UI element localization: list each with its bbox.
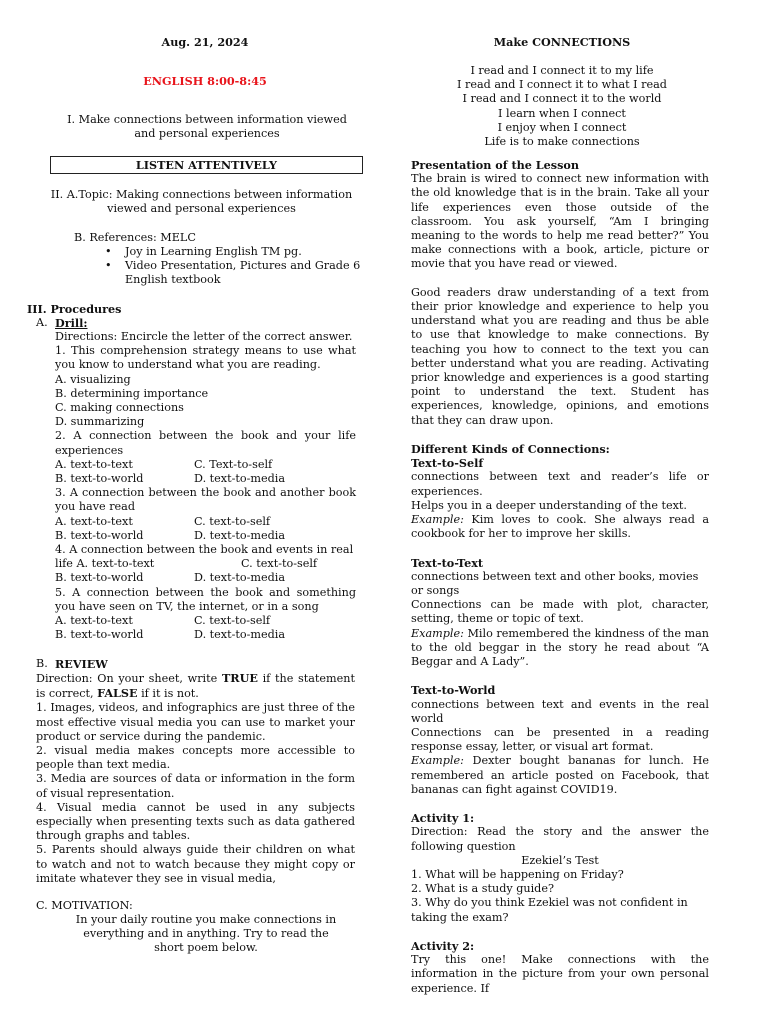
list-item: • Video Presentation, Pictures and Grade 6 English textbook [105, 259, 361, 287]
procedures-heading: III. Procedures [27, 302, 122, 316]
references-list [101, 245, 363, 288]
lesson-date: Aug. 21, 2024 [161, 35, 249, 49]
text-to-text-definition: connections between text and other books, movies or songs [411, 569, 699, 598]
q2-options-row: B. text-to-world D. text-to-media [55, 472, 286, 486]
subject-time: ENGLISH 8:00-8:45 [143, 74, 267, 88]
review-item: 4. Visual media cannot be used in any subjects especially when presenting texts such as data gathered through graphs and tables. [36, 800, 355, 843]
text-to-self-definition: connections between text and reader’s life or experiences. [411, 470, 709, 498]
topic: II. A.Topic: Making connections between information viewed and personal experiences [50, 188, 353, 216]
presentation-paragraph: The brain is wired to connect new information with the old knowledge that is in the brain. Take all your life experiences even those outside of the classroom. You ask yourself, “Am I bringing meaning to the words to help me read better?” You make connections with a book, article, picture or movie that you have read or viewed. [411, 172, 709, 271]
poem-title: Make CONNECTIONS [493, 35, 631, 49]
review-item: 2. visual media makes concepts more accessible to people than text media. [36, 744, 355, 772]
poem-line: I enjoy when I connect [497, 120, 627, 134]
question-3: 3. A connection between the book and another book you have read [55, 486, 356, 514]
presentation-heading: Presentation of the Lesson [411, 158, 579, 172]
q3-options-row: A. text-to-text C. text-to-self [55, 514, 271, 528]
activity-2-heading: Activity 2: [411, 939, 475, 954]
poem [411, 64, 713, 149]
q1-option: D. summarizing [55, 415, 145, 429]
q1-option: A. visualizing [55, 372, 131, 386]
poem-line: Life is to make connections [484, 135, 640, 149]
activity-1-story-title: Ezekiel’s Test [521, 853, 599, 867]
objective: I. Make connections between information viewed and personal experiences [67, 113, 347, 141]
poem-line: I learn when I connect [498, 106, 626, 120]
review-item: 1. Images, videos, and infographics are just three of the most effective visual media you can use to market your product or service during the pandemic. [36, 701, 355, 743]
drill-label: Drill: [55, 316, 88, 330]
text-to-world-heading: Text-to-World [411, 683, 496, 698]
drill-directions: Directions: Encircle the letter of the correct answer. [55, 330, 353, 343]
activity-1-heading: Activity 1: [411, 811, 475, 826]
text-to-self-help: Helps you in a deeper understanding of the text. [411, 498, 687, 512]
q3-options-row: B. text-to-world D. text-to-media [55, 528, 286, 542]
q1-option: B. determining importance [55, 386, 209, 400]
motivation-text: In your daily routine you make connections in everything and in anything. Try to read the short poem below. [75, 913, 337, 955]
poem-line: I read and I connect it to what I read [457, 78, 667, 92]
q5-options-row: B. text-to-world D. text-to-media [55, 628, 286, 642]
references-label: B. References: MELC [74, 231, 196, 244]
text-to-world-example: Example: Dexter bought bananas for lunch. He remembered an article posted on Facebook, that bananas can fight against COVID19. [411, 754, 709, 796]
q5-options-row: A. text-to-text C. text-to-self [55, 614, 271, 628]
q2-options-row: A. text-to-text C. Text-to-self [55, 457, 273, 471]
review-directions: Direction: On your sheet, write TRUE if the statement is correct, FALSE if it is not. [36, 671, 355, 701]
review-item: 5. Parents should always guide their children on what to watch and not to watch because they might copy or imitate whatever they see in visual media, [36, 843, 355, 885]
activity-1-question: 2. What is a study guide? [411, 882, 554, 896]
text-to-text-more: Connections can be made with plot, character, setting, theme or topic of text. [411, 598, 709, 626]
text-to-world-definition: connections between text and events in the real world [411, 697, 709, 725]
listen-attentively-label: LISTEN ATTENTIVELY [135, 158, 278, 172]
review-letter: B. [36, 657, 48, 670]
activity-2-text: Try this one! Make connections with the information in the picture from your own personal experience. If [411, 953, 709, 995]
question-5: 5. A connection between the book and something you have seen on TV, the internet, or in a song [55, 585, 356, 613]
text-to-self-heading: Text-to-Self [411, 456, 484, 471]
question-4: 4. A connection between the book and events in real [55, 543, 354, 557]
q4-options-row: life A. text-to-text C. text-to-self [55, 557, 318, 571]
poem-line: I read and I connect it to the world [462, 92, 662, 106]
list-item: • Joy in Learning English TM pg. [105, 245, 302, 258]
q1-option: C. making connections [55, 401, 184, 415]
question-2: 2. A connection between the book and your life experiences [55, 429, 356, 457]
activity-1-directions: Direction: Read the story and the answer the following question [411, 825, 709, 853]
poem-line: I read and I connect it to my life [470, 64, 654, 77]
text-to-text-heading: Text-to-Text [411, 555, 484, 570]
question-1: 1. This comprehension strategy means to use what you know to understand what you are reading. [55, 344, 356, 372]
presentation-paragraph: Good readers draw understanding of a text from their prior knowledge and experience to help you understand what you are reading and thus be able to use that knowledge to make connections. By teaching you how to connect to the text you can better understand what you are reading. Activating prior knowledge and experiences is a good starting point to understand the text. Student has experiences, knowledge, opinions, and emotions that they can draw upon. [411, 285, 709, 427]
drill-section [55, 330, 356, 642]
activity-1-question: 1. What will be happening on Friday? [411, 868, 624, 882]
activity-1-question: 3. Why do you think Ezekiel was not confident in taking the exam? [411, 896, 688, 924]
text-to-self-example: Example: Kim loves to cook. She always read a cookbook for her to improve her skills. [411, 513, 709, 541]
review-label: REVIEW [55, 657, 108, 671]
q4-options-row: B. text-to-world D. text-to-media [55, 571, 286, 585]
kinds-heading: Different Kinds of Connections: [411, 442, 610, 457]
motivation-label: C. MOTIVATION: [36, 899, 133, 912]
text-to-text-example: Example: Milo remembered the kindness of the man to the old beggar in the story he read about “A Beggar and A Lady”. [411, 626, 709, 669]
presentation-section [411, 158, 709, 996]
listen-attentively-box [50, 156, 363, 174]
text-to-world-more: Connections can be presented in a reading response essay, letter, or visual art format. [411, 726, 709, 754]
bullet-icon: • [105, 245, 112, 258]
review-item: 3. Media are sources of data or information in the form of visual representation. [36, 772, 355, 800]
review-section [36, 671, 355, 886]
bullet-icon: • [105, 259, 112, 273]
drill-letter: A. [36, 316, 48, 329]
